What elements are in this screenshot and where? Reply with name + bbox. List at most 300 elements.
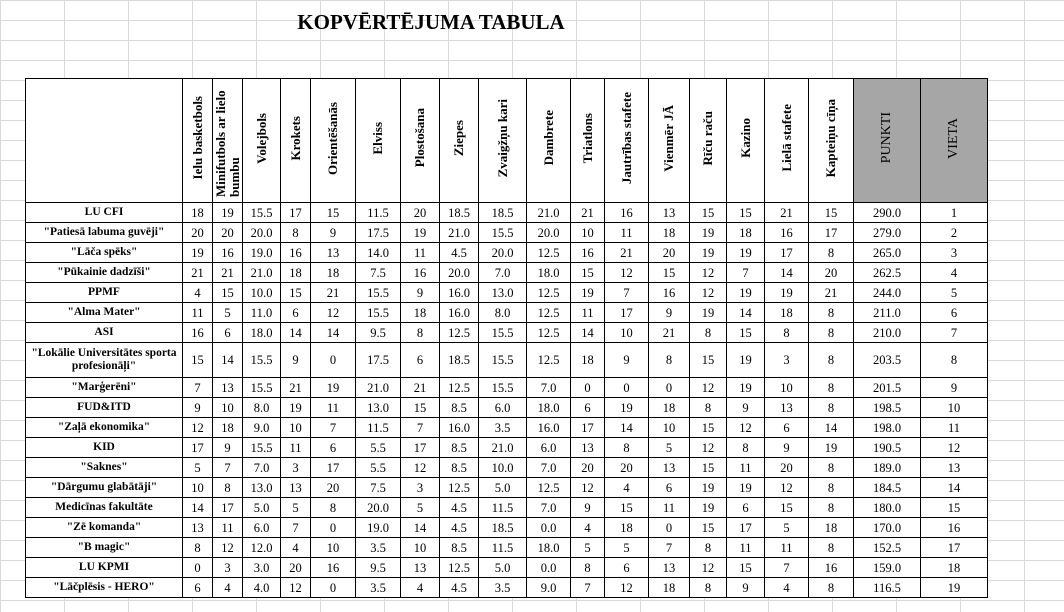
- column-header: [690, 79, 727, 203]
- score-cell: 15: [765, 498, 809, 518]
- score-cell: 8.0: [479, 303, 527, 323]
- score-cell: 15.5: [479, 378, 527, 398]
- column-header-label: Zvaigžņu kari: [494, 98, 510, 178]
- team-name: "Saknes": [26, 458, 183, 478]
- score-cell: 0: [605, 378, 649, 398]
- score-cell: 21: [183, 263, 213, 283]
- score-cell: 11.5: [356, 418, 401, 438]
- score-cell: 7: [213, 458, 243, 478]
- column-header: [727, 79, 765, 203]
- score-cell: 13: [213, 378, 243, 398]
- score-cell: 21: [809, 283, 854, 303]
- place-cell: 10: [921, 398, 988, 418]
- score-cell: 3.5: [479, 578, 527, 598]
- place-cell: 19: [921, 578, 988, 598]
- score-cell: 18: [649, 578, 690, 598]
- score-cell: 16: [183, 323, 213, 343]
- score-cell: 12: [311, 303, 356, 323]
- score-cell: 11: [281, 438, 311, 458]
- table-row: [26, 558, 988, 578]
- page-title: KOPVĒRTĒJUMA TABULA: [297, 10, 565, 34]
- team-name: "Lāčplēsis - HERO": [26, 578, 183, 598]
- column-header: [213, 79, 243, 203]
- score-cell: 15: [605, 498, 649, 518]
- points-cell: 190.5: [854, 438, 921, 458]
- column-header: [854, 79, 921, 203]
- column-header-label: Volejbols: [253, 112, 269, 164]
- table-row: [26, 303, 988, 323]
- column-header: [649, 79, 690, 203]
- score-cell: 21: [649, 323, 690, 343]
- score-cell: 16: [281, 243, 311, 263]
- score-cell: 8: [649, 343, 690, 378]
- score-cell: 17: [213, 498, 243, 518]
- score-cell: 13: [281, 478, 311, 498]
- score-cell: 19: [727, 243, 765, 263]
- points-cell: 189.0: [854, 458, 921, 478]
- team-name: "Lāča spēks": [26, 243, 183, 263]
- points-cell: 290.0: [854, 203, 921, 223]
- score-cell: 19: [311, 378, 356, 398]
- score-cell: 7: [649, 538, 690, 558]
- score-cell: 6: [213, 323, 243, 343]
- score-cell: 17: [281, 203, 311, 223]
- score-cell: 21.0: [479, 438, 527, 458]
- score-cell: 8: [809, 498, 854, 518]
- team-name: "Marģerēni": [26, 378, 183, 398]
- score-cell: 19.0: [356, 518, 401, 538]
- score-cell: 8: [571, 558, 605, 578]
- column-header-label: Kazino: [737, 118, 753, 158]
- points-cell: 265.0: [854, 243, 921, 263]
- score-cell: 17: [727, 518, 765, 538]
- score-cell: 14: [727, 303, 765, 323]
- score-cell: 10: [213, 398, 243, 418]
- table-row: [26, 578, 988, 598]
- score-cell: 9: [311, 223, 356, 243]
- score-cell: 15: [571, 263, 605, 283]
- column-header: [479, 79, 527, 203]
- score-cell: 14: [571, 323, 605, 343]
- score-cell: 7: [605, 283, 649, 303]
- score-table: [25, 78, 988, 598]
- score-cell: 14: [183, 498, 213, 518]
- score-cell: 7.0: [527, 498, 571, 518]
- table-row: [26, 438, 988, 458]
- points-cell: 211.0: [854, 303, 921, 323]
- score-cell: 12.5: [440, 558, 479, 578]
- header-row: [26, 79, 988, 203]
- score-cell: 5: [571, 538, 605, 558]
- score-cell: 18: [649, 223, 690, 243]
- score-cell: 7.0: [527, 458, 571, 478]
- team-name: LU CFI: [26, 203, 183, 223]
- score-cell: 21: [605, 243, 649, 263]
- score-cell: 14: [401, 518, 440, 538]
- score-cell: 18: [571, 343, 605, 378]
- score-cell: 6.0: [527, 438, 571, 458]
- place-cell: 8: [921, 343, 988, 378]
- score-cell: 12.5: [527, 243, 571, 263]
- score-cell: 8.5: [440, 438, 479, 458]
- score-cell: 8: [809, 478, 854, 498]
- score-cell: 3: [281, 458, 311, 478]
- score-cell: 11: [605, 223, 649, 243]
- score-cell: 20: [571, 458, 605, 478]
- place-cell: 12: [921, 438, 988, 458]
- score-cell: 10: [605, 323, 649, 343]
- score-cell: 4: [213, 578, 243, 598]
- score-cell: 0: [649, 378, 690, 398]
- score-cell: 0: [571, 378, 605, 398]
- column-header: [605, 79, 649, 203]
- place-cell: 11: [921, 418, 988, 438]
- score-cell: 5.5: [356, 458, 401, 478]
- score-cell: 19: [727, 478, 765, 498]
- score-cell: 16.0: [527, 418, 571, 438]
- points-cell: 180.0: [854, 498, 921, 518]
- score-cell: 21: [281, 378, 311, 398]
- score-cell: 10: [649, 418, 690, 438]
- table-row: [26, 378, 988, 398]
- score-cell: 10: [281, 418, 311, 438]
- score-cell: 20.0: [479, 243, 527, 263]
- score-cell: 15.5: [479, 223, 527, 243]
- score-cell: 9: [727, 398, 765, 418]
- score-cell: 4.5: [440, 518, 479, 538]
- score-cell: 5: [213, 303, 243, 323]
- score-cell: 13: [571, 438, 605, 458]
- score-cell: 10: [401, 538, 440, 558]
- score-cell: 15: [690, 343, 727, 378]
- score-cell: 3.5: [356, 538, 401, 558]
- score-cell: 15.5: [479, 323, 527, 343]
- score-cell: 12: [690, 378, 727, 398]
- place-cell: 1: [921, 203, 988, 223]
- score-cell: 9: [765, 438, 809, 458]
- score-cell: 8: [809, 458, 854, 478]
- score-cell: 16.0: [440, 283, 479, 303]
- team-name: Medicīnas fakultāte: [26, 498, 183, 518]
- score-cell: 8.5: [440, 538, 479, 558]
- score-cell: 7: [765, 558, 809, 578]
- score-cell: 4: [401, 578, 440, 598]
- score-cell: 21: [765, 203, 809, 223]
- score-cell: 7: [281, 518, 311, 538]
- table-row: [26, 538, 988, 558]
- score-cell: 11: [213, 518, 243, 538]
- score-cell: 5: [401, 498, 440, 518]
- score-cell: 18.0: [527, 398, 571, 418]
- score-cell: 16: [401, 263, 440, 283]
- score-cell: 0.0: [527, 558, 571, 578]
- score-cell: 7: [571, 578, 605, 598]
- score-cell: 0.0: [527, 518, 571, 538]
- score-cell: 7.0: [527, 378, 571, 398]
- score-cell: 21.0: [440, 223, 479, 243]
- score-cell: 13: [311, 243, 356, 263]
- score-cell: 7.5: [356, 478, 401, 498]
- score-cell: 5: [765, 518, 809, 538]
- score-cell: 8: [809, 243, 854, 263]
- score-cell: 12: [690, 283, 727, 303]
- score-cell: 5: [649, 438, 690, 458]
- column-header-label: Ielu basketbols: [189, 96, 205, 180]
- score-cell: 5.0: [479, 478, 527, 498]
- score-cell: 12.0: [243, 538, 281, 558]
- score-cell: 8: [727, 438, 765, 458]
- score-cell: 6: [401, 343, 440, 378]
- column-header-label: Elviss: [370, 121, 385, 155]
- points-cell: 244.0: [854, 283, 921, 303]
- column-header: [311, 79, 356, 203]
- score-cell: 11.0: [243, 303, 281, 323]
- score-cell: 18: [183, 203, 213, 223]
- score-cell: 21: [213, 263, 243, 283]
- team-name: "Zē komanda": [26, 518, 183, 538]
- score-cell: 15: [809, 203, 854, 223]
- score-cell: 15: [690, 518, 727, 538]
- place-cell: 13: [921, 458, 988, 478]
- column-header: [440, 79, 479, 203]
- score-cell: 19: [213, 203, 243, 223]
- score-cell: 8: [311, 498, 356, 518]
- points-cell: 198.0: [854, 418, 921, 438]
- column-header-label: PUNKTI: [879, 112, 894, 164]
- score-cell: 18: [649, 398, 690, 418]
- column-header: [401, 79, 440, 203]
- score-cell: 15: [690, 203, 727, 223]
- score-cell: 4: [281, 538, 311, 558]
- team-name: FUD&ITD: [26, 398, 183, 418]
- score-cell: 7: [183, 378, 213, 398]
- score-cell: 5.0: [479, 558, 527, 578]
- score-cell: 13: [765, 398, 809, 418]
- score-cell: 3: [765, 343, 809, 378]
- column-header-label: Lielā stafete: [778, 104, 794, 172]
- column-header-label: VIETA: [946, 117, 961, 159]
- score-cell: 20: [183, 223, 213, 243]
- team-name: "Dārgumu glabātāji": [26, 478, 183, 498]
- score-cell: 20: [765, 458, 809, 478]
- score-cell: 6.0: [243, 518, 281, 538]
- score-cell: 9: [571, 498, 605, 518]
- score-cell: 19: [690, 223, 727, 243]
- score-cell: 8.5: [440, 398, 479, 418]
- score-cell: 9.5: [356, 558, 401, 578]
- team-name: "Zaļā ekonomika": [26, 418, 183, 438]
- score-cell: 10.0: [479, 458, 527, 478]
- place-cell: 15: [921, 498, 988, 518]
- score-cell: 19: [183, 243, 213, 263]
- score-cell: 4.5: [440, 498, 479, 518]
- score-cell: 18: [727, 223, 765, 243]
- score-cell: 15.5: [479, 343, 527, 378]
- score-cell: 18.0: [527, 263, 571, 283]
- score-cell: 12.5: [527, 323, 571, 343]
- score-cell: 8.5: [440, 458, 479, 478]
- score-cell: 18.5: [440, 343, 479, 378]
- score-cell: 21.0: [243, 263, 281, 283]
- score-cell: 8: [809, 398, 854, 418]
- table-row: [26, 223, 988, 243]
- table-row: [26, 478, 988, 498]
- score-cell: 8: [809, 538, 854, 558]
- score-cell: 3: [401, 478, 440, 498]
- column-header: [243, 79, 281, 203]
- score-cell: 7: [311, 418, 356, 438]
- score-cell: 18.5: [479, 518, 527, 538]
- score-cell: 20.0: [356, 498, 401, 518]
- score-cell: 5: [183, 458, 213, 478]
- score-cell: 9.5: [356, 323, 401, 343]
- score-cell: 9: [605, 343, 649, 378]
- score-cell: 6: [765, 418, 809, 438]
- score-cell: 14: [281, 323, 311, 343]
- score-cell: 18.5: [440, 203, 479, 223]
- team-name: "Lokālie Universitātes sporta profesionāļi": [26, 343, 183, 378]
- score-cell: 16: [213, 243, 243, 263]
- score-cell: 9.0: [243, 418, 281, 438]
- score-cell: 10: [183, 478, 213, 498]
- score-cell: 12: [281, 578, 311, 598]
- score-cell: 15: [727, 203, 765, 223]
- score-cell: 18: [809, 518, 854, 538]
- score-cell: 13: [401, 558, 440, 578]
- points-cell: 170.0: [854, 518, 921, 538]
- column-header: [356, 79, 401, 203]
- score-cell: 12: [571, 478, 605, 498]
- place-cell: 6: [921, 303, 988, 323]
- score-cell: 4: [765, 578, 809, 598]
- team-name: "Patiesā labuma guvēji": [26, 223, 183, 243]
- place-cell: 4: [921, 263, 988, 283]
- team-name: KID: [26, 438, 183, 458]
- score-cell: 12: [401, 458, 440, 478]
- points-cell: 279.0: [854, 223, 921, 243]
- column-header-label: Orientēšanās: [325, 101, 340, 175]
- place-cell: 17: [921, 538, 988, 558]
- score-cell: 8: [809, 323, 854, 343]
- score-cell: 20: [649, 243, 690, 263]
- table-row: [26, 343, 988, 378]
- score-cell: 10: [765, 378, 809, 398]
- score-cell: 8: [690, 398, 727, 418]
- score-cell: 5: [281, 498, 311, 518]
- score-cell: 18.5: [479, 203, 527, 223]
- score-cell: 6: [649, 478, 690, 498]
- score-cell: 19: [571, 283, 605, 303]
- score-cell: 19: [727, 343, 765, 378]
- score-cell: 4.5: [440, 578, 479, 598]
- score-cell: 5: [605, 538, 649, 558]
- score-cell: 12: [213, 538, 243, 558]
- score-cell: 3.5: [356, 578, 401, 598]
- score-cell: 19: [809, 438, 854, 458]
- score-cell: 18: [401, 303, 440, 323]
- score-cell: 12.5: [527, 283, 571, 303]
- column-header: [571, 79, 605, 203]
- score-cell: 18: [605, 518, 649, 538]
- score-cell: 15: [401, 398, 440, 418]
- place-cell: 5: [921, 283, 988, 303]
- score-cell: 15: [311, 203, 356, 223]
- score-cell: 16: [571, 243, 605, 263]
- score-cell: 17: [605, 303, 649, 323]
- score-cell: 11: [401, 243, 440, 263]
- column-header-label: Triatlons: [579, 112, 595, 164]
- score-cell: 8: [183, 538, 213, 558]
- score-cell: 21: [401, 378, 440, 398]
- score-cell: 14: [311, 323, 356, 343]
- score-cell: 16: [765, 223, 809, 243]
- score-cell: 12.5: [440, 378, 479, 398]
- place-cell: 3: [921, 243, 988, 263]
- score-cell: 8: [809, 578, 854, 598]
- score-cell: 17: [765, 243, 809, 263]
- column-header: [765, 79, 809, 203]
- score-cell: 6: [571, 398, 605, 418]
- team-name: "Alma Mater": [26, 303, 183, 323]
- score-cell: 18: [311, 263, 356, 283]
- score-cell: 8: [690, 323, 727, 343]
- score-cell: 11.5: [356, 203, 401, 223]
- score-cell: 10.0: [243, 283, 281, 303]
- column-header-label: Dambrete: [540, 110, 556, 166]
- score-cell: 19: [727, 283, 765, 303]
- score-cell: 3.5: [479, 418, 527, 438]
- score-cell: 15.5: [243, 343, 281, 378]
- score-cell: 13: [649, 203, 690, 223]
- score-cell: 6.0: [479, 398, 527, 418]
- score-cell: 20: [281, 558, 311, 578]
- team-name: "Pūkainie dadzīši": [26, 263, 183, 283]
- column-header-label: Vienmēr JĀ: [661, 104, 676, 172]
- score-cell: 12.5: [527, 343, 571, 378]
- score-cell: 20: [213, 223, 243, 243]
- score-cell: 11: [765, 538, 809, 558]
- column-header: [281, 79, 311, 203]
- score-cell: 9: [213, 438, 243, 458]
- score-cell: 13.0: [243, 478, 281, 498]
- column-header-label: Jautrības stafete: [618, 91, 634, 185]
- score-cell: 14: [809, 418, 854, 438]
- score-cell: 11: [311, 398, 356, 418]
- score-cell: 3: [213, 558, 243, 578]
- column-header: [527, 79, 571, 203]
- score-cell: 12: [690, 438, 727, 458]
- score-cell: 16: [809, 558, 854, 578]
- table-row: [26, 398, 988, 418]
- score-cell: 16.0: [440, 418, 479, 438]
- table-row: [26, 418, 988, 438]
- score-cell: 11: [571, 303, 605, 323]
- score-cell: 11: [727, 458, 765, 478]
- place-cell: 16: [921, 518, 988, 538]
- column-header: [921, 79, 988, 203]
- table-row: [26, 263, 988, 283]
- score-cell: 20.0: [440, 263, 479, 283]
- score-cell: 12: [765, 478, 809, 498]
- score-cell: 19: [765, 283, 809, 303]
- score-cell: 8: [213, 478, 243, 498]
- score-cell: 19: [727, 378, 765, 398]
- score-cell: 12: [605, 578, 649, 598]
- score-cell: 6: [281, 303, 311, 323]
- score-cell: 19: [690, 303, 727, 323]
- score-cell: 20: [605, 458, 649, 478]
- score-cell: 20.0: [243, 223, 281, 243]
